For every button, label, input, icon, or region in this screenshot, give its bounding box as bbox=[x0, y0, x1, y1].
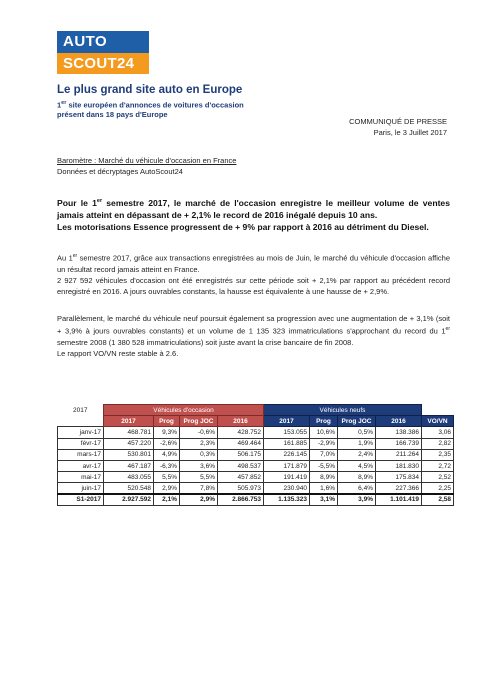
barometer-line1: Baromètre : Marché du véhicule d'occasion en France bbox=[57, 156, 237, 165]
table-body bbox=[58, 427, 454, 505]
press-date: Paris, le 3 Juillet 2017 bbox=[373, 128, 447, 137]
table-group-header-row bbox=[58, 405, 454, 416]
table-cell: 2,82 bbox=[422, 438, 454, 449]
table-cell: 6,4% bbox=[338, 483, 376, 494]
table-cell: 8,9% bbox=[310, 472, 338, 483]
table-row bbox=[58, 460, 454, 471]
logo-line1: AUTO bbox=[57, 31, 149, 53]
col-header: Prog bbox=[310, 416, 338, 427]
row-label: juin-17 bbox=[58, 483, 104, 494]
table-cell: 7,0% bbox=[310, 449, 338, 460]
table-cell: 506.175 bbox=[218, 449, 264, 460]
table-cell: 468.781 bbox=[104, 427, 154, 438]
table-cell: 4,5% bbox=[338, 460, 376, 471]
table-cell: 1.135.323 bbox=[264, 494, 310, 505]
table-cell: -6,3% bbox=[154, 460, 180, 471]
table-cell: 2,52 bbox=[422, 472, 454, 483]
table-cell: 7,8% bbox=[180, 483, 218, 494]
table-cell: 175.834 bbox=[376, 472, 422, 483]
col-header: 2017 bbox=[104, 416, 154, 427]
group-neufs: Véhicules neufs bbox=[264, 405, 422, 416]
table-cell: 10,6% bbox=[310, 427, 338, 438]
table-cell: -0,6% bbox=[180, 427, 218, 438]
table-row bbox=[58, 438, 454, 449]
table-cell: 2,9% bbox=[180, 494, 218, 505]
col-header: Prog bbox=[154, 416, 180, 427]
table-cell: 171.879 bbox=[264, 460, 310, 471]
group-occasion: Véhicules d'occasion bbox=[104, 405, 264, 416]
table-cell: 530.801 bbox=[104, 449, 154, 460]
col-header: 2016 bbox=[218, 416, 264, 427]
table-cell: 469.464 bbox=[218, 438, 264, 449]
table-cell: 2,72 bbox=[422, 460, 454, 471]
table-cell: -2,9% bbox=[310, 438, 338, 449]
table-cell: 230.940 bbox=[264, 483, 310, 494]
table-cell: 457.220 bbox=[104, 438, 154, 449]
table-cell: 8,9% bbox=[338, 472, 376, 483]
table-header-row bbox=[58, 416, 454, 427]
barometer-title bbox=[57, 155, 236, 177]
table-cell: 161.885 bbox=[264, 438, 310, 449]
row-label: janv-17 bbox=[58, 427, 104, 438]
row-label: S1-2017 bbox=[58, 494, 104, 505]
row-label: févr-17 bbox=[58, 438, 104, 449]
table-cell: 5,5% bbox=[154, 472, 180, 483]
table-cell: 505.973 bbox=[218, 483, 264, 494]
table-cell: 2,3% bbox=[180, 438, 218, 449]
tagline-headline: Le plus grand site auto en Europe bbox=[57, 84, 243, 96]
autoscout24-logo bbox=[57, 31, 149, 74]
table-cell: 2,58 bbox=[422, 494, 454, 505]
table-cell: -2,6% bbox=[154, 438, 180, 449]
table-cell: 211.264 bbox=[376, 449, 422, 460]
table-cell: 3,06 bbox=[422, 427, 454, 438]
body-paragraph-1: Au 1er semestre 2017, grâce aux transactions enregistrées au mois de Juin, le marché du véhicule d'occasion affiche un résultat record jamais atteint en France. 2 927 592 véhicules d'occasion ont été enregistrés sur cette période soit + 2,1% par rapport au précédent record enregistré en 2016. A jours ouvrables constants, la hausse est équivalente à une hausse de + 2,9%. bbox=[57, 253, 450, 296]
table-cell: 0,5% bbox=[338, 427, 376, 438]
table-cell: 467.187 bbox=[104, 460, 154, 471]
table-row bbox=[58, 472, 454, 483]
table-cell: 483.055 bbox=[104, 472, 154, 483]
table-cell: 2.866.753 bbox=[218, 494, 264, 505]
table-cell: 4,9% bbox=[154, 449, 180, 460]
table-row bbox=[58, 427, 454, 438]
col-header: Prog JOC bbox=[338, 416, 376, 427]
table-cell: 153.055 bbox=[264, 427, 310, 438]
table-cell: 3,6% bbox=[180, 460, 218, 471]
table-row bbox=[58, 449, 454, 460]
press-label: COMMUNIQUÉ DE PRESSE bbox=[349, 117, 447, 126]
table-cell: 3,9% bbox=[338, 494, 376, 505]
table-cell: 2,1% bbox=[154, 494, 180, 505]
table-cell: 428.752 bbox=[218, 427, 264, 438]
table-cell: 2,9% bbox=[154, 483, 180, 494]
tagline bbox=[57, 83, 307, 119]
table-cell: 0,3% bbox=[180, 449, 218, 460]
table-cell: 2.927.592 bbox=[104, 494, 154, 505]
table-cell: 166.739 bbox=[376, 438, 422, 449]
table-cell: 2,4% bbox=[338, 449, 376, 460]
body-paragraph-2: Parallèlement, le marché du véhicule neuf poursuit également sa progression avec une augmentation de + 3,1% (soit + 3,9% à jours ouvrables constants) et un volume de 1 135 323 immatriculations s'approchant du record du 1er semestre 2008 (1 380 528 immatriculations) soit juste avant la crise bancaire de fin 2008. Le rapport VO/VN reste stable à 2.6. bbox=[57, 314, 450, 358]
table-cell: 181.830 bbox=[376, 460, 422, 471]
logo-line2: SCOUT24 bbox=[57, 53, 149, 74]
table-cell: 520.548 bbox=[104, 483, 154, 494]
tagline-sub: 1er site européen d'annonces de voitures d'occasion présent dans 18 pays d'Europe bbox=[57, 100, 244, 119]
lead-paragraph: Pour le 1er semestre 2017, le marché de l'occasion enregistre le meilleur volume de ventes jamais atteint en dépassant de + 2,1% le record de 2016 inégalé depuis 10 ans. Les motorisations Essence progressent de + 9% par rapport à 2016 au détriment du Diesel. bbox=[57, 197, 450, 232]
press-header bbox=[349, 116, 447, 138]
table-cell: 5,5% bbox=[180, 472, 218, 483]
barometer-line2: Données et décryptages AutoScout24 bbox=[57, 167, 183, 176]
table-cell: 191.419 bbox=[264, 472, 310, 483]
table-cell: 226.145 bbox=[264, 449, 310, 460]
table-cell: 1.101.419 bbox=[376, 494, 422, 505]
table-cell: 2,25 bbox=[422, 483, 454, 494]
table-cell: 9,3% bbox=[154, 427, 180, 438]
table-cell: 1,9% bbox=[338, 438, 376, 449]
table-cell: 227.366 bbox=[376, 483, 422, 494]
table-cell: 1,6% bbox=[310, 483, 338, 494]
table-year: 2017 bbox=[73, 406, 88, 414]
lead-line2: Les motorisations Essence progressent de + 9% par rapport à 2016 au détriment du Diesel. bbox=[57, 221, 429, 232]
table-cell: 138.386 bbox=[376, 427, 422, 438]
col-header: 2017 bbox=[264, 416, 310, 427]
table-cell: 3,1% bbox=[310, 494, 338, 505]
col-header: Prog JOC bbox=[180, 416, 218, 427]
row-label: avr-17 bbox=[58, 460, 104, 471]
col-header: 2016 bbox=[376, 416, 422, 427]
table-cell: -5,5% bbox=[310, 460, 338, 471]
table-cell: 498.537 bbox=[218, 460, 264, 471]
row-label: mars-17 bbox=[58, 449, 104, 460]
col-header: VO/VN bbox=[422, 416, 454, 427]
table-cell: 457.852 bbox=[218, 472, 264, 483]
table-cell: 2,35 bbox=[422, 449, 454, 460]
row-label: mai-17 bbox=[58, 472, 104, 483]
sales-table bbox=[57, 404, 454, 506]
table-total-row bbox=[58, 494, 454, 505]
table-row bbox=[58, 483, 454, 494]
